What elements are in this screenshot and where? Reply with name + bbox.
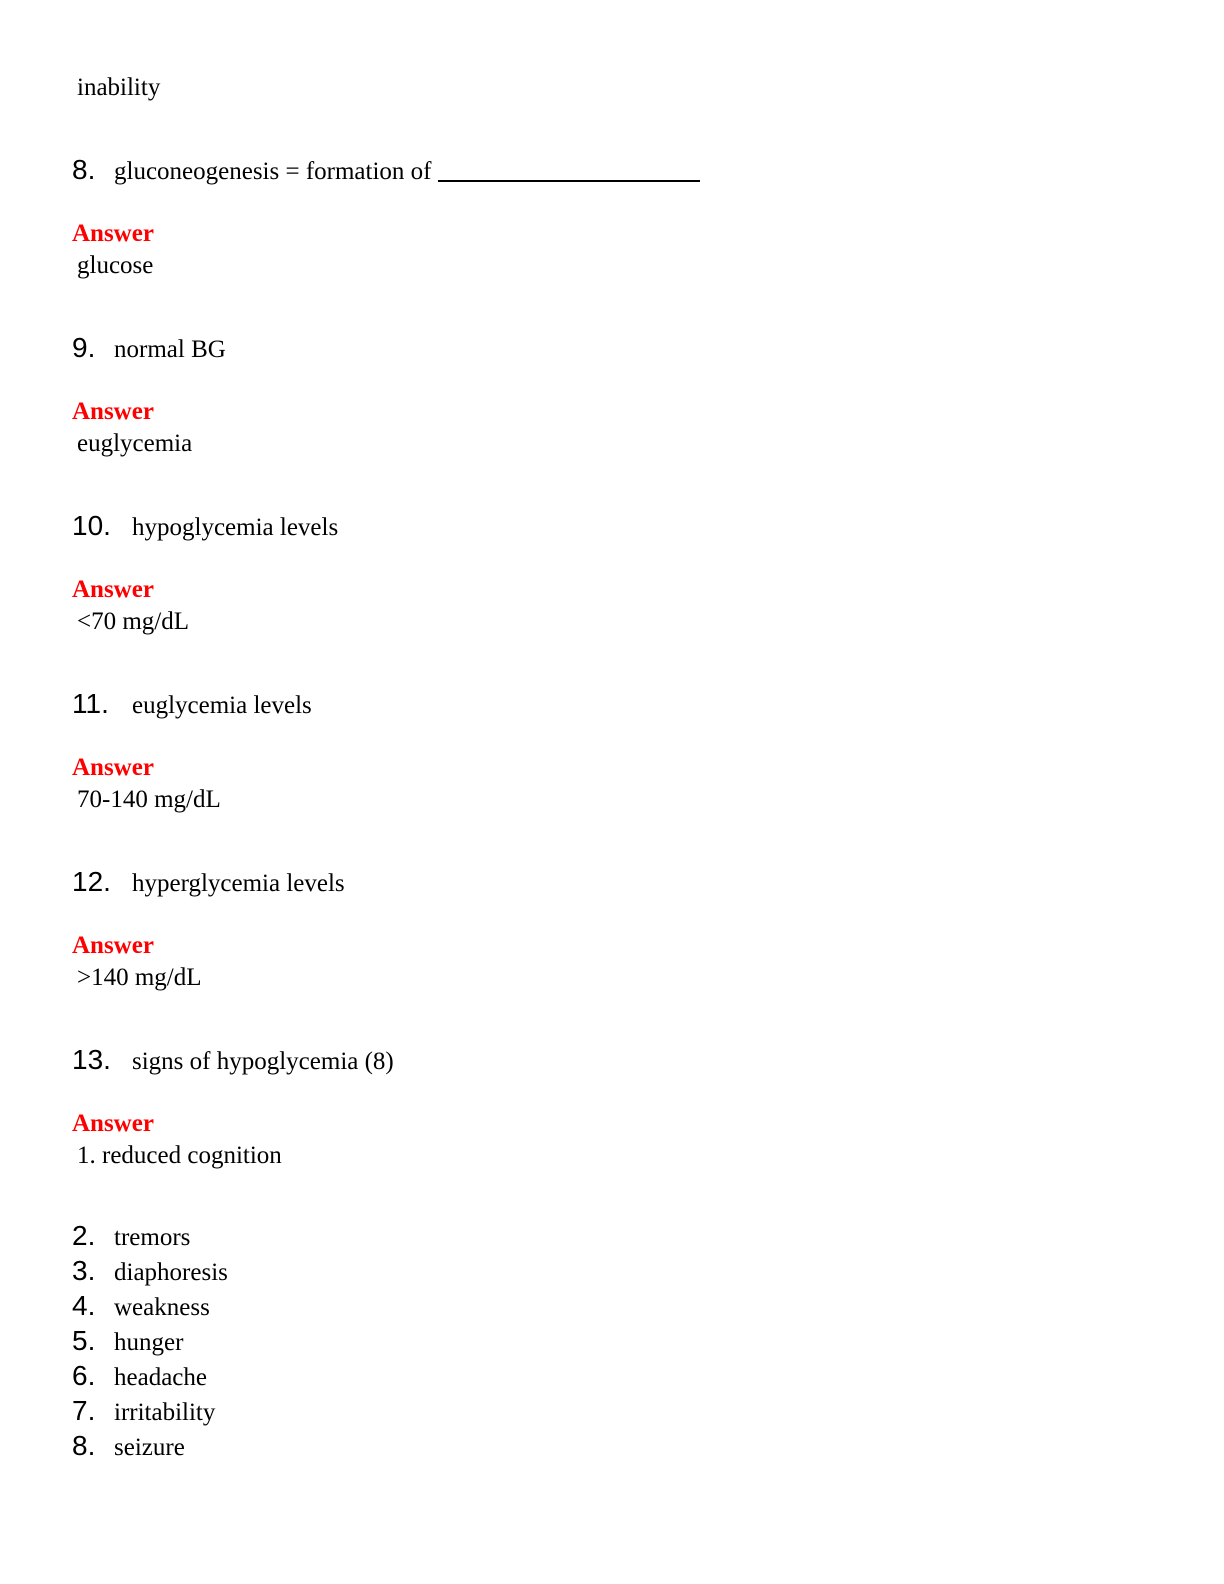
- question-12: [72, 867, 345, 899]
- list-item-number: 6.: [72, 1360, 96, 1391]
- list-item: [72, 1221, 190, 1253]
- answer-label: Answer: [72, 1110, 154, 1137]
- answer-label: Answer: [72, 220, 154, 247]
- question-text: normal BG: [114, 336, 226, 363]
- list-item: [72, 1396, 215, 1428]
- list-item-text: seizure: [114, 1434, 185, 1461]
- question-number: 9.: [72, 332, 96, 363]
- list-item-number: 3.: [72, 1255, 96, 1286]
- answer-label: Answer: [72, 398, 154, 425]
- list-item: [72, 1256, 228, 1288]
- question-text: hypoglycemia levels: [132, 514, 339, 541]
- answer-label: Answer: [72, 754, 154, 781]
- list-item-number: 2.: [72, 1220, 96, 1251]
- answer-text: 70-140 mg/dL: [77, 786, 221, 813]
- list-item-text: weakness: [114, 1294, 210, 1321]
- question-number: 10.: [72, 510, 111, 541]
- question-text: gluconeogenesis = formation of: [114, 158, 432, 185]
- list-item-number: 4.: [72, 1290, 96, 1321]
- list-item: [72, 1326, 183, 1358]
- list-item: [72, 1431, 185, 1463]
- list-item: [72, 1291, 210, 1323]
- question-text: signs of hypoglycemia (8): [132, 1048, 394, 1075]
- answer-text: 1. reduced cognition: [77, 1142, 282, 1169]
- list-item-number: 5.: [72, 1325, 96, 1356]
- answer-text: euglycemia: [77, 430, 193, 457]
- continued-answer-text: inability: [77, 74, 161, 101]
- list-item-number: 7.: [72, 1395, 96, 1426]
- question-10: [72, 511, 338, 543]
- question-11: [72, 689, 312, 721]
- question-number: 8.: [72, 154, 96, 185]
- answer-label: Answer: [72, 932, 154, 959]
- list-item-text: irritability: [114, 1399, 216, 1426]
- answer-label: Answer: [72, 576, 154, 603]
- question-number: 11.: [72, 688, 109, 719]
- list-item-text: headache: [114, 1364, 207, 1391]
- list-item-text: tremors: [114, 1224, 191, 1251]
- answer-text: >140 mg/dL: [77, 964, 202, 991]
- question-9: [72, 333, 226, 365]
- answer-text: glucose: [77, 252, 154, 279]
- question-text: euglycemia levels: [132, 692, 312, 719]
- list-item: [72, 1361, 207, 1393]
- question-8: [72, 155, 700, 187]
- question-13: [72, 1045, 394, 1077]
- list-item-number: 8.: [72, 1430, 96, 1461]
- list-item-text: diaphoresis: [114, 1259, 228, 1286]
- list-item-text: hunger: [114, 1329, 184, 1356]
- fill-in-blank-line: [438, 180, 700, 182]
- question-number: 12.: [72, 866, 111, 897]
- question-text: hyperglycemia levels: [132, 870, 345, 897]
- question-number: 13.: [72, 1044, 111, 1075]
- answer-text: <70 mg/dL: [77, 608, 190, 635]
